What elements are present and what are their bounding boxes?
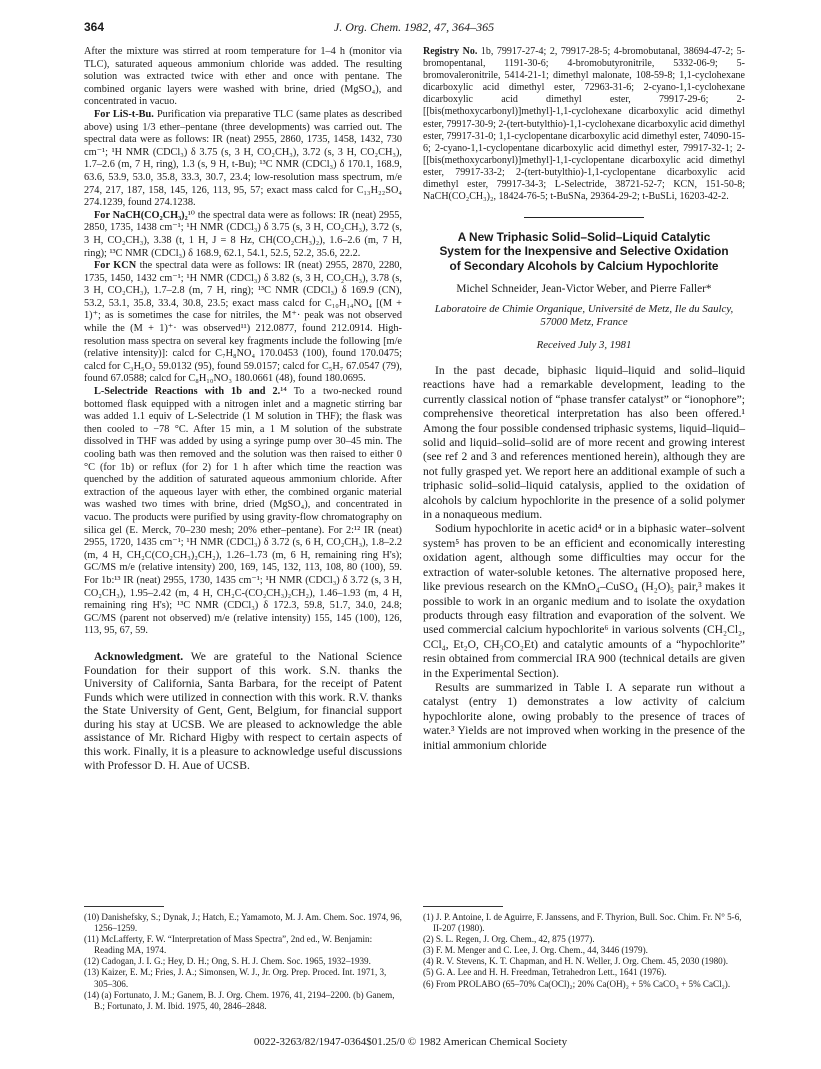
registry-lead: Registry No.: [423, 46, 478, 57]
paragraph: After the mixture was stirred at room temperature for 1–4 h (monitor via TLC), saturated aqueous ammonium chloride was added. The resulting solution was extracted twice with ether and once with pentane. The combined organic layers were washed with brine, dried (MgSO₄), and concentrated in vacuo.: [84, 46, 402, 108]
paragraph: [84, 260, 402, 386]
page-number: 364: [84, 20, 105, 34]
article-divider: [524, 217, 644, 218]
page-footer: 0022-3263/82/1947-0364$01.25/0 © 1982 American Chemical Society: [253, 1036, 568, 1048]
paragraph-lead: For LiS-t-Bu.: [94, 108, 154, 120]
paragraph: In the past decade, biphasic liquid–liquid and solid–liquid reactions have had a remarkable development, leading to the currently classical notion of “phase transfer catalyst” or “ionophore”; comprehensive theoretical interpretation has also been offered.¹ Among the four possible condensed triphasic systems, liquid–liquid–solid and liquid–solid–solid are of more recent and growing interest (see ref 2 and 3 and references mentioned herein), although they are not fully grasped yet. We report here an additional example of such a triphasic solid–solid–liquid catalysis, applied to the oxidation of alcohols by calcium hypochlorite in the presence of a solid polymer in a nonaqueous medium.: [423, 364, 745, 522]
article-body: [423, 364, 745, 753]
footnote: (13) Kaizer, E. M.; Fries, J. A.; Simonsen, W. J., Jr. Org. Prep. Proced. Int. 1971, 3, 305–306.: [84, 967, 387, 989]
registry-text: 1b, 79917-27-4; 2, 79917-28-5; 4-bromobutanal, 38694-47-2; 5-bromopentanal, 1191-30-6; 4-bromobutyronitrile, 5332-06-9; 5-bromovaleronitrile, 5414-21-1; dimethyl malonate, 108-59-8; 1,1-cyclohexane dicarboxylic acid dimethyl ester, 72963-31-6; 2-cyano-1,1-cyclohexane dicarboxylic acid dimethyl ester, 79917-29-6; 2-[[bis(methoxycarbonyl)]methyl]-1,1-cyclohexane dicarboxylic acid dimethyl ester, 79917-30-9; 2-(tert-butylthio)-1,1-cyclohexane dicarboxylic acid dimethyl ester, 79917-31-0; 1,1-cyclopentane dicarboxylic acid dimethyl ester, 74090-15-6; 2-cyano-1,1-cyclopentane dicarboxylic acid dimethyl ester, 79917-32-1; 2-[[bis(methoxycarbonyl)]methyl]-1,1-cyclopentane dicarboxylic acid dimethyl ester, 79917-33-2; 2-(tert-butylthio)-1,1-cyclopentane dicarboxylic acid dimethyl ester, 79917-34-3; L-Selectride, 38721-52-7; KCN, 151-50-8; NaCH(CO₂CH₃)₂, 18424-76-5; t-BuSNa, 29364-29-2; t-BuSLi, 16203-42-2.: [423, 46, 745, 203]
article-title: A New Triphasic Solid–Solid–Liquid Catalytic System for the Inexpensive and Selective Oxidation of Secondary Alcohols by Calcium Hypochlorite: [439, 230, 729, 273]
paragraph-text: ¹⁴ To a two-necked round bottomed flask equipped with a nitrogen inlet and a magnetic stirring bar was added 1.1 equiv of L-Selectride (1 M solution in THF); the flask was then cooled to −78 °C. After 15 min, a 1 M solution of the substrate dissolved in THF was added by using a syringe pump over 30–45 min. The cooling bath was then removed and the solution was then raised to either 0 °C (for 1b) or reflux (for 2) for 1 h after which time the reaction was quenched by the addition of saturated aqueous ammonium chloride. After extraction of the aqueous layer with ether, the combined organic material was washed two times with brine, dried (MgSO₄), and concentrated in vacuo. The products were purified by using gravity-flow chromatography on silica gel (E. Merck, 70–230 mesh; 20% ether–pentane). For 2:¹² IR (neat) 2955, 1720, 1435 cm⁻¹; ¹H NMR (CDCl₃) δ 3.72 (s, 6 H, CO₂CH₃), 1.8–2.2 (m, 4 H, CH₂C(CO₂CH₃)₂CH₂), 1.26–1.73 (m, 6 H, remaining ring H's); GC/MS m/e (relative intensity) 200, 169, 145, 132, 113, 108, 80 (100), 59. For 1b:¹³ IR (neat) 2955, 1730, 1435 cm⁻¹; ¹H NMR (CDCl₃) δ 3.72 (s, 3 H, CO₂CH₃), 1.95–2.42 (m, 4 H, CH₂C-(CO₂CH₃)₂CH₂), 1.46–1.93 (m, 4 H, remaining ring H's); ¹³C NMR (CDCl₃) δ 172.3, 59.8, 51.7, 34.0, 24.8; GC/MS (parent not observed) m/e (relative intensity) 155, 145 (100), 126, 113, 95, 67, 59.: [84, 386, 402, 637]
footnote: (1) J. P. Antoine, I. de Aguirre, F. Janssens, and F. Thyrion, Bull. Soc. Chim. Fr. N° 5-6, II-207 (1980).: [423, 912, 742, 934]
footnote-rule: [423, 906, 503, 907]
paragraph-lead: For NaCH(CO₂CH₃)₂: [94, 209, 188, 221]
paragraph: [84, 386, 402, 638]
paragraph: [84, 210, 402, 260]
running-header: [84, 18, 744, 36]
footnote-rule: [84, 906, 164, 907]
footnote: (4) R. V. Stevens, K. T. Chapman, and H. N. Weller, J. Org. Chem. 45, 2030 (1980).: [423, 956, 729, 967]
registry-numbers: [423, 46, 745, 203]
article-affiliation: Laboratoire de Chimie Organique, Université de Metz, Ile du Saulcy, 57000 Metz, France: [434, 303, 734, 329]
paragraph-lead: For KCN: [94, 260, 137, 272]
footnote: (5) G. A. Lee and H. H. Freedman, Tetrahedron Lett., 1641 (1976).: [423, 967, 667, 978]
footnotes-left: [84, 906, 402, 1012]
footnote: (11) McLafferty, F. W. “Interpretation of Mass Spectra”, 2nd ed., W. Benjamin: Reading MA, 1974.: [84, 934, 373, 956]
footnote: (14) (a) Fortunato, J. M.; Ganem, B. J. Org. Chem. 1976, 41, 2194–2200. (b) Ganem, B.; Fortunato, J. M. Ibid. 1975, 40, 2846–2848.: [84, 989, 395, 1011]
footnote: (2) S. L. Regen, J. Org. Chem., 42, 875 (1977).: [423, 934, 595, 945]
article-authors: Michel Schneider, Jean-Victor Weber, and Pierre Faller*: [456, 282, 712, 295]
footnote: (12) Cadogan, J. I. G.; Hey, D. H.; Ong, S. H. J. Chem. Soc. 1965, 1932–1939.: [84, 956, 371, 967]
paragraph-lead: L-Selectride Reactions with 1b and 2.: [94, 386, 281, 398]
acknowledgment-text: We are grateful to the National Science Foundation for their support of this work. S.N. thanks the University of California, Santa Barbara, for the receipt of Patent Funds which were utilized in connection with this work. R.V. thanks the State University of Gent, Gent, Belgium, for financial support during his stay at UCSB. We are pleased to acknowledge the able assistance of Mr. Richard Higby with respect to certain aspects of this work. Finally, it is a pleasure to acknowledge useful discussions with Professor D. H. Aue of UCSB.: [84, 649, 402, 772]
left-column: [84, 46, 402, 772]
footnote: (10) Danishefsky, S.; Dynak, J.; Hatch, E.; Yamamoto, M. J. Am. Chem. Soc. 1974, 96, 1256–1259.: [84, 912, 402, 934]
paragraph: Results are summarized in Table I. A separate run without a catalyst (entry 1) demonstrates a low activity of calcium hypochlorite alone, owing probably to the presence of traces of water.³ Yields are not improved when working in the presence of the initial ammonium chloride: [423, 680, 745, 752]
received-date: Received July 3, 1981: [536, 339, 632, 352]
footnote: (3) F. M. Menger and C. Lee, J. Org. Chem., 44, 3446 (1979).: [423, 945, 648, 956]
paragraph-text: the spectral data were as follows: IR (neat) 2955, 2870, 2280, 1735, 1450, 1432 cm⁻¹; ¹H NMR (CDCl₃) δ 3.82 (s, 3 H, CO₂CH₃), 3.78 (s, 3 H, CO₂CH₃), 1.7–2.8 (m, 7 H, ring); ¹³C NMR (CDCl₃) δ 169.9 (CN), 53.2, 53.1, 35.8, 33.4, 30.8, 23.5; exact mass calcd for C₁₀H₁₄NO₄ [(M + 1)⁺; as is sometimes the case for nitriles, the M⁺· peak was not observed while the (M + 1)⁺· was observed¹¹) 212.0877, found 212.0914. High-resolution mass spectra on several key fragments include the following [m/e (relative intensity)]: calcd for C₇H₈NO₄ 170.0453 (100), found 170.0475; calcd for C₃H₅O₂ 59.0132 (95), found 59.0157; calcd for C₅H₇ 67.0547 (79), found 67.0588; calcd for C₈H₁₀NO₃ 180.0661 (48), found 180.0695.: [84, 260, 402, 385]
paragraph-text: ¹⁰ the spectral data were as follows: IR (neat) 2955, 2850, 1735, 1438 cm⁻¹; ¹H NMR (CDCl₃) δ 3.75 (s, 3 H, CO₂CH₃), 3.72 (s, 3 H, CO₂CH₃), 3.38 (t, 1 H, J = 8 Hz, CH(CO₂CH₃)₂), 1.6–2.6 (m, 7 H, ring); ¹³C NMR (CDCl₃) δ 168.9, 62.1, 54.1, 52.5, 52.2, 35.6, 22.2.: [84, 209, 403, 259]
journal-citation: J. Org. Chem. 1982, 47, 364–365: [333, 20, 495, 34]
paragraph-text: Purification via preparative TLC (same plates as described above) using 1/3 ether–pentane (three developments) was carried out. The spectral data were as follows: IR (neat) 2955, 2860, 1735, 1458, 1432, 730 cm⁻¹; ¹H NMR (CDCl₃) δ 3.75 (s, 3 H, CO₂CH₃), 3.72 (s, 3 H, CO₂CH₃), 1.7–2.6 (m, 7 H, ring), 1.3 (s, 9 H, t-Bu); ¹³C NMR (CDCl₃) δ 170.1, 168.9, 63.6, 53.9, 53.0, 35.8, 33.3, 30.7, 23.4; low-resolution mass spectrum, m/e 274, 217, 187, 158, 145, 126, 113, 95, 57; exact mass calcd for C₁₃H₂₂SO₄ 274.1239, found 274.1238.: [84, 108, 402, 209]
footnotes-right: [423, 906, 745, 990]
acknowledgment: [84, 650, 402, 772]
acknowledgment-lead: Acknowledgment.: [94, 649, 184, 663]
footnote: (6) From PROLABO (65–70% Ca(OCl)₂; 20% Ca(OH)₂ + 5% CaCO₃ + 5% CaCl₂).: [423, 978, 731, 989]
right-column: [423, 46, 745, 753]
paragraph: Sodium hypochlorite in acetic acid⁴ or in a biphasic water–solvent system⁵ has proven to be an efficient and economically interesting oxidation agent, although some difficulties may occur for the extraction of water-soluble ketones. The alternative proposed here, like previous research on the KMnO₄–CuSO₄ (H₂O)₅ pair,³ makes it possible to work in an organic medium and to isolate the oxydation products through easy filtration and evaporation of the solvent. We used commercial calcium hypochlorite⁶ in various solvents (CH₂Cl₂, CCl₄, Et₂O, CH₃CO₂Et) and catalytic amounts of a “hypochlorite” resin obtained from commercial IRA 900 (technical details are given in the Experimental Section).: [423, 522, 745, 680]
paragraph: [84, 109, 402, 210]
